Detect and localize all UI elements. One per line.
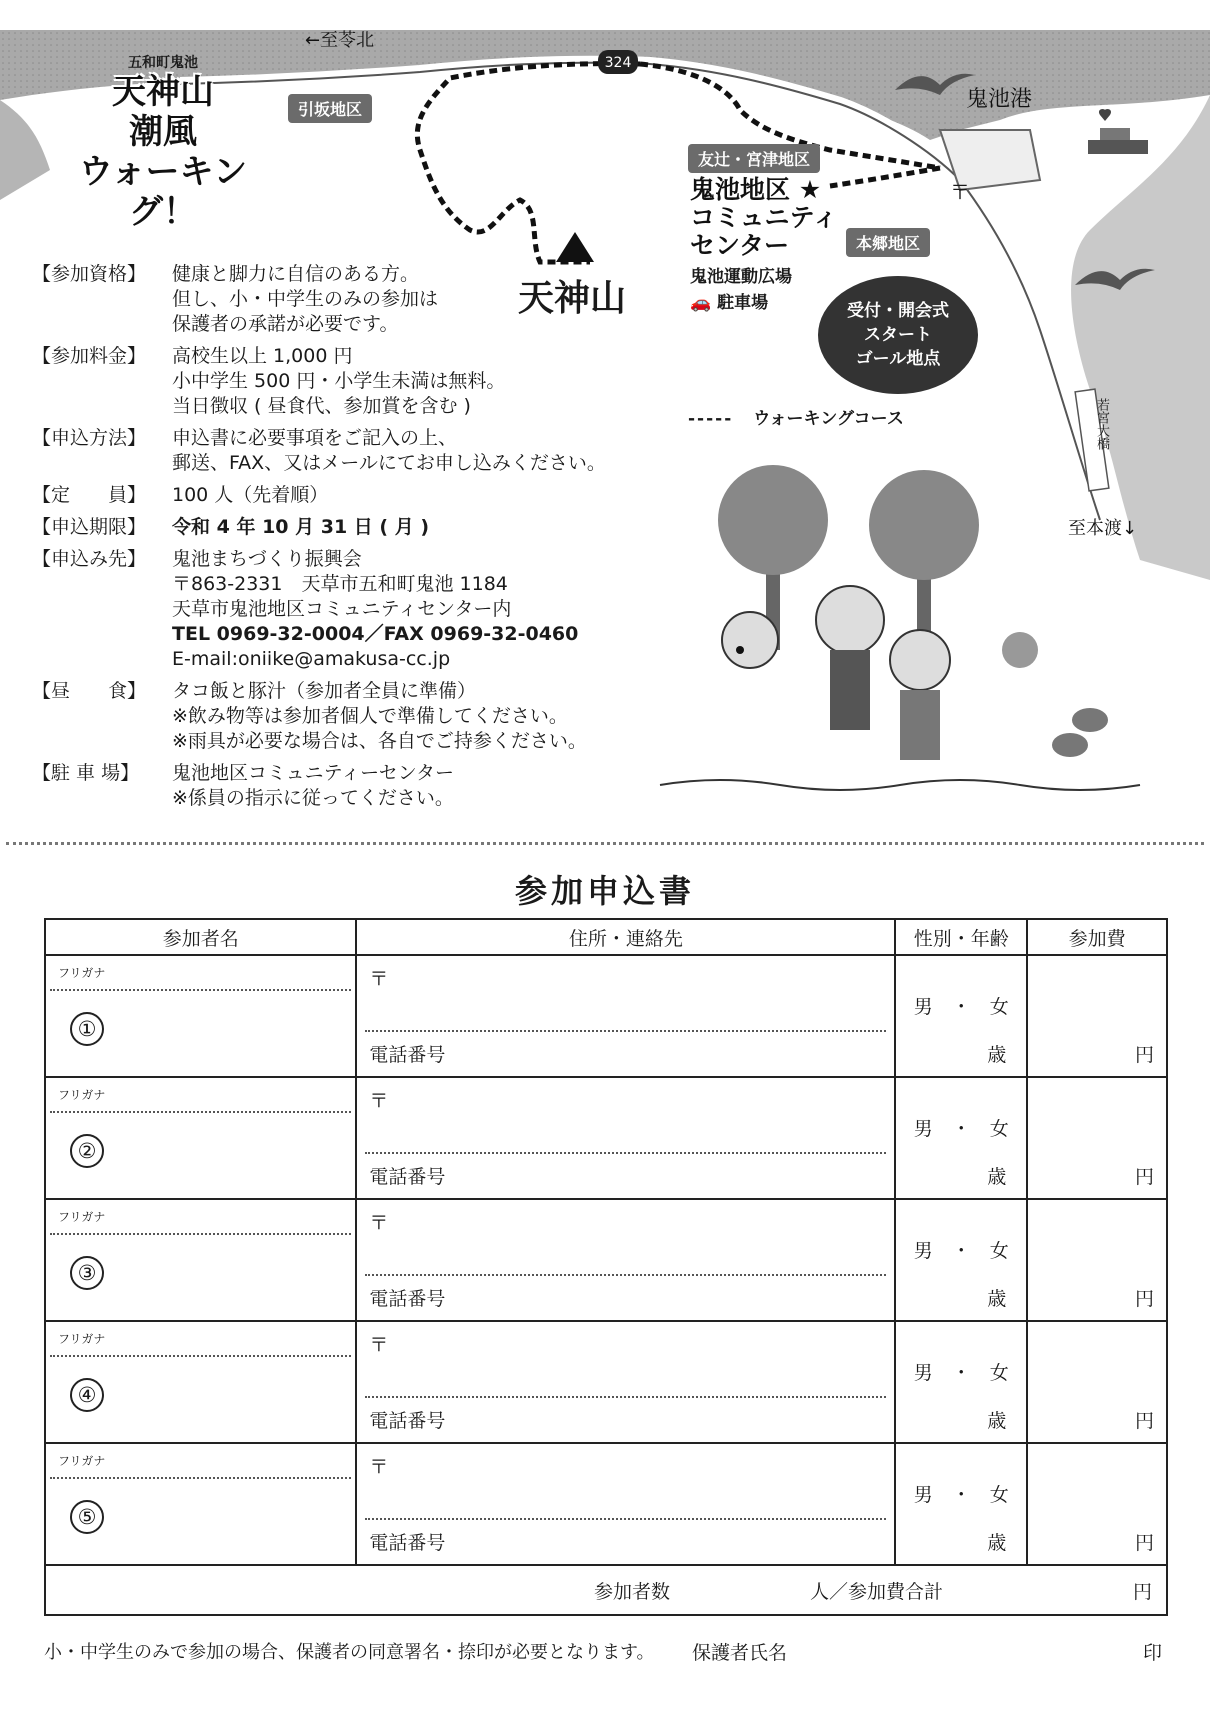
address-cell[interactable] (356, 955, 895, 1077)
info-line: 天草市鬼池地区コミュニティセンター内 (172, 598, 512, 620)
header-name: 参加者名 (45, 919, 356, 955)
parking-row (690, 288, 768, 313)
cc-line-1: 鬼池地区 ★ (690, 175, 822, 204)
info-line: ※係員の指示に従ってください。 (172, 787, 454, 809)
gender-options[interactable]: 男 ・ 女 (913, 1240, 1009, 1262)
port-label: 鬼池港 (966, 87, 1033, 112)
info-capacity (32, 483, 672, 508)
to-reihoku-label: ←至苓北 (305, 30, 375, 51)
info-line: 保護者の承諾が必要です。 (172, 313, 399, 335)
gender-age-cell[interactable] (895, 1199, 1027, 1321)
fee-cell[interactable] (1027, 1321, 1167, 1443)
walking-course (417, 64, 640, 262)
postal-mark: 〒 (369, 1456, 389, 1478)
info-label: 【参加料金】 (32, 345, 147, 367)
logo-line-3: ウォーキング！ (78, 152, 248, 232)
reception-line-1: 受付・開会式 (847, 301, 949, 321)
info-label: 【申込方法】 (32, 427, 147, 449)
fee-cell[interactable] (1027, 955, 1167, 1077)
info-line: 高校生以上 1,000 円 (172, 345, 353, 367)
age-unit: 歳 (987, 1288, 1007, 1310)
furigana-label: フリガナ (58, 1332, 106, 1346)
info-eligibility (32, 262, 672, 337)
total-cell (45, 1565, 1167, 1615)
course-legend (688, 404, 904, 429)
table-row (45, 955, 1167, 1077)
info-line: 申込書に必要事項をご記入の上、 (172, 427, 458, 449)
info-method (32, 426, 672, 476)
fee-cell[interactable] (1027, 1199, 1167, 1321)
info-label: 【駐 車 場】 (32, 762, 140, 784)
info-line: 鬼池地区コミュニティーセンター (172, 762, 454, 784)
table-row (45, 1077, 1167, 1199)
total-fee-label: 人／参加費合計 (810, 1581, 944, 1603)
info-line: 但し、小・中学生のみの参加は (172, 288, 439, 310)
reception-line-3: ゴール地点 (855, 349, 941, 369)
phone-fax: TEL 0969-32-0004／FAX 0969-32-0460 (172, 623, 579, 645)
furigana-label: フリガナ (58, 1088, 106, 1102)
land-west (0, 100, 50, 200)
address-cell[interactable] (356, 1199, 895, 1321)
info-contact (32, 547, 672, 672)
gender-age-cell[interactable] (895, 955, 1027, 1077)
info-line: 〒863-2331 天草市五和町鬼池 1184 (172, 573, 508, 595)
name-cell[interactable] (45, 955, 356, 1077)
row-number: ③ (70, 1256, 104, 1290)
info-label: 【申込み先】 (32, 548, 147, 570)
phone-label: 電話番号 (369, 1166, 446, 1188)
header-fee: 参加費 (1027, 919, 1167, 955)
fee-cell[interactable] (1027, 1443, 1167, 1565)
furigana-label: フリガナ (58, 1210, 106, 1224)
to-hondo-label: 至本渡↓ (1068, 518, 1138, 539)
info-label: 【昼 食】 (32, 680, 147, 702)
name-cell[interactable] (45, 1199, 356, 1321)
gender-options[interactable]: 男 ・ 女 (913, 1118, 1009, 1140)
info-label: 【定 員】 (32, 484, 147, 506)
info-line: 当日徴収 ( 昼食代、参加賞を含む ) (172, 395, 471, 417)
info-line: 小中学生 500 円・小学生未満は無料。 (172, 370, 506, 392)
gender-age-cell[interactable] (895, 1443, 1027, 1565)
total-yen-unit: 円 (1132, 1581, 1152, 1603)
email-link[interactable]: E-mail:oniike@amakusa-cc.jp (172, 648, 451, 670)
gender-options[interactable]: 男 ・ 女 (913, 1362, 1009, 1384)
age-unit: 歳 (987, 1410, 1007, 1432)
phone-label: 電話番号 (369, 1410, 446, 1432)
phone-label: 電話番号 (369, 1044, 446, 1066)
info-line: 鬼池まちづくり振興会 (172, 548, 362, 570)
reception-badge (818, 276, 978, 394)
guardian-name-label[interactable]: 保護者氏名 (692, 1642, 788, 1664)
seal-label: 印 (1142, 1642, 1162, 1664)
age-unit: 歳 (987, 1044, 1007, 1066)
table-row (45, 1199, 1167, 1321)
age-unit: 歳 (987, 1532, 1007, 1554)
logo-line-2: 潮風 (129, 112, 197, 152)
logo-line-1: 天神山 (112, 72, 214, 112)
furigana-label: フリガナ (58, 966, 106, 980)
community-center-label (690, 176, 838, 260)
table-row (45, 1443, 1167, 1565)
application-form (44, 918, 1168, 1616)
district-hikisaka: 引坂地区 (288, 94, 372, 123)
row-number: ② (70, 1134, 104, 1168)
info-fee (32, 344, 672, 419)
address-cell[interactable] (356, 1321, 895, 1443)
gender-age-cell[interactable] (895, 1077, 1027, 1199)
postal-mark: 〒 (369, 1212, 389, 1234)
district-hongo: 本郷地区 (846, 228, 930, 257)
cut-line (6, 842, 1204, 845)
phone-label: 電話番号 (369, 1288, 446, 1310)
name-cell[interactable] (45, 1077, 356, 1199)
row-number: ① (70, 1012, 104, 1046)
row-number: ④ (70, 1378, 104, 1412)
parking-label: 駐車場 (717, 293, 769, 313)
postal-mark: 〒 (369, 1334, 389, 1356)
route-number: 324 (604, 55, 632, 71)
form-title: 参加申込書 (514, 872, 695, 910)
furigana-label: フリガナ (58, 1454, 106, 1468)
mountain-label: 天神山 (518, 278, 627, 319)
phone-label: 電話番号 (369, 1532, 446, 1554)
event-info (32, 262, 672, 818)
total-row (45, 1565, 1167, 1615)
gender-age-cell[interactable] (895, 1321, 1027, 1443)
yen-unit: 円 (1134, 1044, 1154, 1066)
info-line: ※雨具が必要な場合は、各自でご持参ください。 (172, 730, 587, 752)
yen-unit: 円 (1134, 1532, 1154, 1554)
ship-icon (1088, 109, 1148, 154)
bridge-label: 若宮大橋 (1094, 398, 1109, 450)
gender-options[interactable]: 男 ・ 女 (913, 1484, 1009, 1506)
header-gender-age: 性別・年齢 (895, 919, 1027, 955)
age-unit: 歳 (987, 1166, 1007, 1188)
table-row (45, 1321, 1167, 1443)
info-label: 【参加資格】 (32, 263, 147, 285)
yen-unit: 円 (1134, 1166, 1154, 1188)
info-line: 100 人（先着順） (172, 484, 329, 506)
info-deadline (32, 515, 672, 540)
row-number: ⑤ (70, 1500, 104, 1534)
mountain-mark (556, 232, 594, 262)
yen-unit: 円 (1134, 1410, 1154, 1432)
info-line: 健康と脚力に自信のある方。 (172, 263, 420, 285)
postal-mark: 〒 (369, 968, 389, 990)
name-cell[interactable] (45, 1443, 356, 1565)
legend-dash: ----- (688, 409, 734, 429)
info-parking (32, 761, 672, 811)
header-address: 住所・連絡先 (356, 919, 895, 955)
post-office-mark: 〒 (950, 180, 970, 204)
postal-mark: 〒 (369, 1090, 389, 1112)
event-logo (48, 52, 278, 232)
participant-count-label: 参加者数 (594, 1581, 671, 1603)
info-line: タコ飯と豚汁（参加者全員に準備） (172, 680, 477, 702)
info-label: 【申込期限】 (32, 516, 147, 538)
cc-line-2: コミュニティ (690, 203, 838, 232)
sports-ground-label: 鬼池運動広場 (690, 267, 792, 287)
yen-unit: 円 (1134, 1288, 1154, 1310)
info-line: ※飲み物等は参加者個人で準備してください。 (172, 705, 568, 727)
legend-label: ウォーキングコース (753, 409, 904, 429)
cc-line-3: センター (690, 231, 790, 260)
district-tomotsuji: 友辻・宮津地区 (688, 144, 820, 173)
name-cell[interactable] (45, 1321, 356, 1443)
info-line: 令和 4 年 10 月 31 日 ( 月 ) (172, 516, 430, 538)
info-lunch (32, 679, 672, 754)
reception-line-2: スタート (864, 325, 932, 345)
logo-subtitle: 五和町鬼池 (128, 55, 198, 71)
gender-options[interactable]: 男 ・ 女 (913, 996, 1009, 1018)
info-line: 郵送、FAX、又はメールにてお申し込みください。 (172, 452, 606, 474)
fee-cell[interactable] (1027, 1077, 1167, 1199)
car-icon: 🚗 (690, 293, 712, 313)
guardian-note: 小・中学生のみで参加の場合、保護者の同意署名・捺印が必要となります。 (44, 1642, 655, 1663)
address-cell[interactable] (356, 1077, 895, 1199)
address-cell[interactable] (356, 1443, 895, 1565)
